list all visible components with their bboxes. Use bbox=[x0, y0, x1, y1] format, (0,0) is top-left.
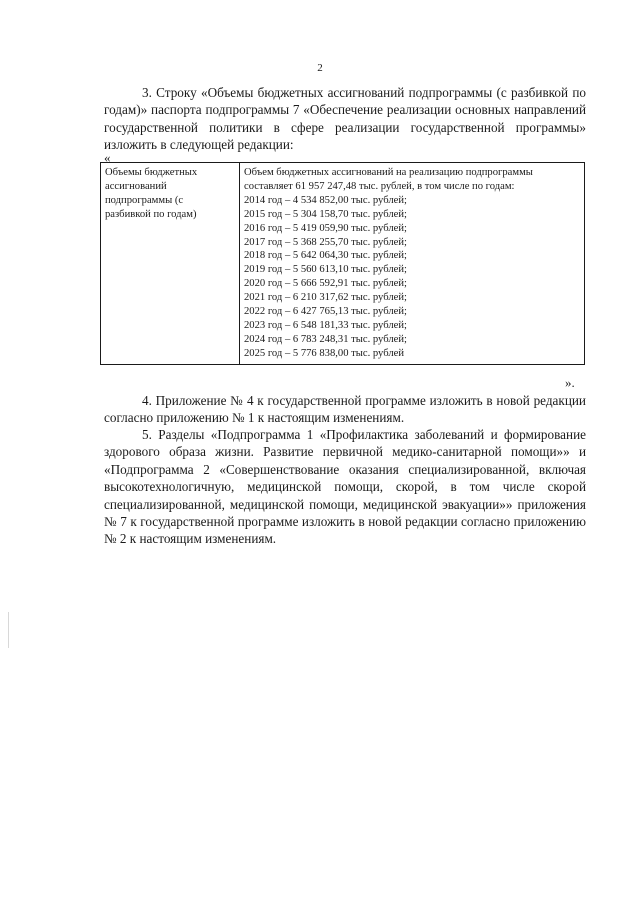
year-line: 2022 год – 6 427 765,13 тыс. рублей; bbox=[244, 306, 407, 318]
passport-table bbox=[100, 162, 585, 365]
table-row bbox=[101, 163, 585, 365]
year-line: 2019 год – 5 560 613,10 тыс. рублей; bbox=[244, 264, 407, 276]
year-line: 2018 год – 5 642 064,30 тыс. рублей; bbox=[244, 250, 407, 262]
year-line: 2024 год – 6 783 248,31 тыс. рублей; bbox=[244, 333, 407, 345]
label-line: разбивкой по годам) bbox=[105, 208, 197, 220]
quote-close: ». bbox=[565, 375, 575, 390]
page-number: 2 bbox=[317, 62, 323, 74]
budget-value-cell bbox=[240, 163, 585, 365]
paragraph-item-3: 3. Строку «Объемы бюджетных ассигнований подпрограммы (с разбивкой по годам)» паспорта подпрограммы 7 «Обеспечение реализации основных направлений государственной политики в сфере реализации государственной программы» изложить в следующей редакции: bbox=[104, 85, 586, 153]
label-line: подпрограммы (с bbox=[105, 194, 184, 206]
year-line: 2020 год – 5 666 592,91 тыс. рублей; bbox=[244, 278, 407, 290]
year-line: 2015 год – 5 304 158,70 тыс. рублей; bbox=[244, 208, 407, 220]
year-line: 2025 год – 5 776 838,00 тыс. рублей bbox=[244, 347, 405, 359]
budget-label-cell bbox=[101, 163, 240, 365]
value-line: Объем бюджетных ассигнований на реализацию подпрограммы bbox=[244, 167, 533, 178]
paragraph-item-5: 5. Разделы «Подпрограмма 1 «Профилактика заболеваний и формирование здорового образа жизни. Развитие первичной медико-санитарной помощи»» и «Подпрограмма 2 «Совершенствование оказания специализированной, включая высокотехнологичную, медицинской помощи, скорой, в том числе скорой специализированной, медицинской помощи, медицинской эвакуации»» приложения № 7 к государственной программе изложить в новой редакции согласно приложению № 2 к настоящим изменениям. bbox=[104, 427, 586, 547]
year-line: 2023 год – 6 548 181,33 тыс. рублей; bbox=[244, 319, 407, 331]
paragraph-item-4: 4. Приложение № 4 к государственной программе изложить в новой редакции согласно приложению № 1 к настоящим изменениям. bbox=[104, 393, 586, 426]
scan-margin-mark bbox=[8, 612, 9, 648]
year-line: 2014 год – 4 534 852,00 тыс. рублей; bbox=[244, 194, 407, 206]
value-line: составляет 61 957 247,48 тыс. рублей, в том числе по годам: bbox=[244, 180, 515, 192]
year-line: 2017 год – 5 368 255,70 тыс. рублей; bbox=[244, 236, 407, 248]
quote-open: « bbox=[104, 150, 111, 165]
label-line: ассигнований bbox=[105, 180, 167, 192]
year-line: 2016 год – 5 419 059,90 тыс. рублей; bbox=[244, 222, 407, 234]
year-line: 2021 год – 6 210 317,62 тыс. рублей; bbox=[244, 292, 407, 304]
label-line: Объемы бюджетных bbox=[105, 167, 198, 178]
